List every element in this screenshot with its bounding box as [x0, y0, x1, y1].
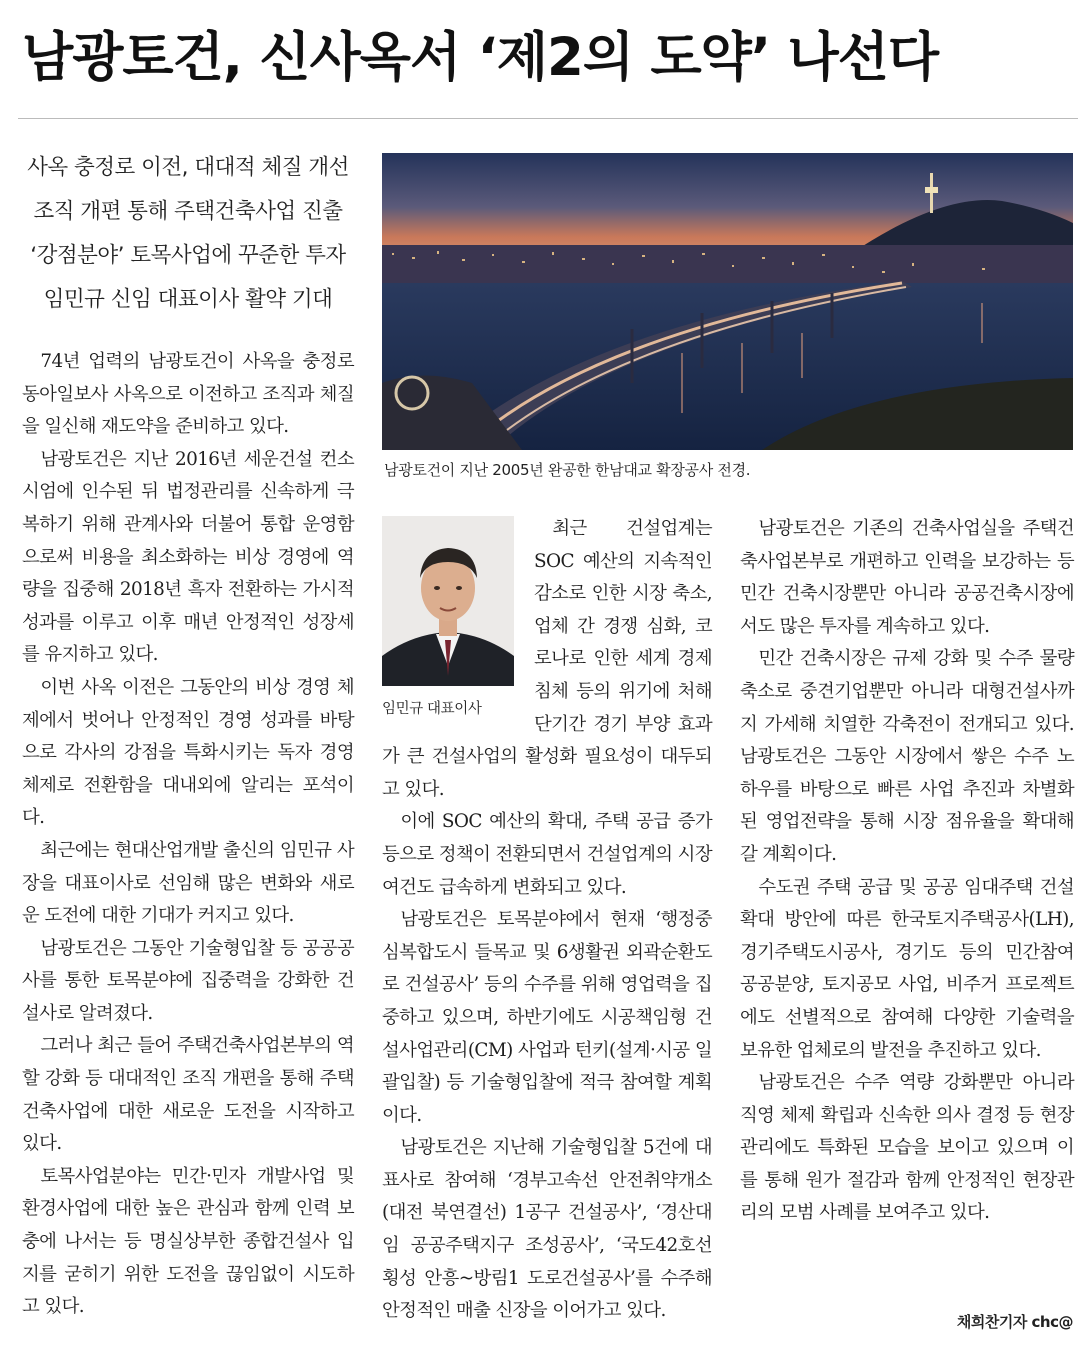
paragraph: 74년 업력의 남광토건이 사옥을 충정로 동아일보사 사옥으로 이전하고 조직과 체질을 일신해 재도약을 준비하고 있다.: [22, 351, 354, 438]
paragraph: 토목사업분야는 민간·민자 개발사업 및 환경사업에 대한 높은 관심과 함께 인력 보충에 나서는 등 명실상부한 종합건설사 입지를 굳히기 위한 도전을 끊임없이 시도하고 있다.: [22, 1165, 354, 1318]
paragraph: 남광토건은 기존의 건축사업실을 주택건축사업본부로 개편하고 인력을 보강하는 등 민간 건축시장뿐만 아니라 공공건축시장에서도 많은 투자를 계속하고 있다.: [740, 518, 1074, 637]
subheadlines: [22, 146, 354, 322]
headline: 남광토건, 신사옥서 ‘제2의 도약’ 나선다: [22, 27, 939, 88]
paragraph: 최근에는 현대산업개발 출신의 임민규 사장을 대표이사로 선임해 많은 변화와 새로운 도전에 대한 기대가 커지고 있다.: [22, 839, 354, 927]
bridge-photo: [382, 153, 1073, 450]
article-column-2: [382, 513, 712, 1328]
paragraph: 남광토건은 토목분야에서 현재 ‘행정중심복합도시 들목교 및 6생활권 외곽순환도로 건설공사’ 등의 수주를 위해 영업력을 집중하고 있으며, 하반기에도 시공책임형 건설사업관리(CM) 사업과 턴키(설계·시공 일괄입찰) 등 기술형입찰에 적극 참여할 계획이다.: [382, 909, 712, 1126]
paragraph: 남광토건은 지난해 기술형입찰 5건에 대표사로 참여해 ‘경부고속선 안전취약개소(대전 북연결선) 1공구 건설공사’, ‘경산대임 공공주택지구 조성공사’, ‘국도42호선 횡성 안흥~방림1 도로건설공사’를 수주해 안정적인 매출 신장을 이어가고 있다.: [382, 1137, 712, 1322]
portrait-caption: 임민규 대표이사: [382, 701, 482, 717]
paragraph: 그러나 최근 들어 주택건축사업본부의 역할 강화 등 대대적인 조직 개편을 통해 주택건축사업에 대한 새로운 도전을 시작하고 있다.: [22, 1035, 354, 1155]
subheadline: 임민규 신임 대표이사 활약 기대: [43, 287, 333, 312]
paragraph: 이번 사옥 이전은 그동안의 비상 경영 체제에서 벗어나 안정적인 경영 성과를 바탕으로 각사의 강점을 특화시키는 독자 경영 체제로 전환함을 대내외에 알리는 포석이다.: [22, 676, 354, 829]
paragraph: 남광토건은 지난 2016년 세운건설 컨소시엄에 인수된 뒤 법정관리를 신속하게 극복하기 위해 관계사와 더불어 통합 운영함으로써 비용을 최소화하는 비상 경영에 역량을 집중해 2018년 흑자 전환하는 가시적 성과를 이루고 이후 매년 안정적인 성장세를 유지하고 있다.: [22, 448, 354, 666]
subheadline: 조직 개편 통해 주택건축사업 진출: [33, 199, 343, 224]
headline-rule: [18, 118, 1078, 119]
portrait-photo: [382, 516, 514, 686]
article-column-1: [22, 346, 354, 1324]
paragraph: 최근 건설업계는 SOC 예산의 지속적인 감소로 인한 시장 축소, 업체 간 경쟁 심화, 코로나로 인한 세계 경제 침체 등의 위기에 처해 단기간 경기 부양 효과가 큰 건설사업의 활성화 필요성이 대두되고 있다.: [382, 518, 712, 800]
article-column-3: [740, 513, 1074, 1230]
night-bridge-image: [382, 153, 1073, 450]
byline: 채희찬기자 chc@: [956, 1313, 1073, 1331]
paragraph: 민간 건축시장은 규제 강화 및 수주 물량 축소로 중견기업뿐만 아니라 대형건설사까지 가세해 치열한 각축전이 전개되고 있다. 남광토건은 그동안 시장에서 쌓은 수주 노하우를 바탕으로 빠른 사업 추진과 차별화된 영업전략을 통해 시장 점유율을 확대해 갈 계획이다.: [740, 648, 1074, 865]
paragraph: 수도권 주택 공급 및 공공 임대주택 건설 확대 방안에 따른 한국토지주택공사(LH), 경기주택도시공사, 경기도 등의 민간참여 공공분양, 토지공모 사업, 비주거 프로젝트에도 선별적으로 참여해 다양한 기술력을 보유한 업체로의 발전을 추진하고 있다.: [740, 876, 1074, 1061]
subheadline: 사옥 충정로 이전, 대대적 체질 개선: [27, 155, 349, 180]
paragraph: 남광토건은 그동안 기술형입찰 등 공공공사를 통한 토목분야에 집중력을 강화한 건설사로 알려졌다.: [22, 937, 354, 1024]
paragraph: 남광토건은 수주 역량 강화뿐만 아니라 직영 체제 확립과 신속한 의사 결정 등 현장관리에도 특화된 모습을 보이고 있으며 이를 통해 원가 절감과 함께 안정적인 현장관리의 모범 사례를 보여주고 있다.: [740, 1072, 1074, 1224]
photo-caption: 남광토건이 지난 2005년 완공한 한남대교 확장공사 전경.: [384, 461, 751, 479]
subheadline: ‘강점분야’ 토목사업에 꾸준한 투자: [30, 243, 346, 268]
paragraph: 이에 SOC 예산의 확대, 주택 공급 증가 등으로 정책이 전환되면서 건설업계의 시장 여건도 급속하게 변화되고 있다.: [382, 811, 712, 898]
portrait-block: [382, 516, 518, 732]
